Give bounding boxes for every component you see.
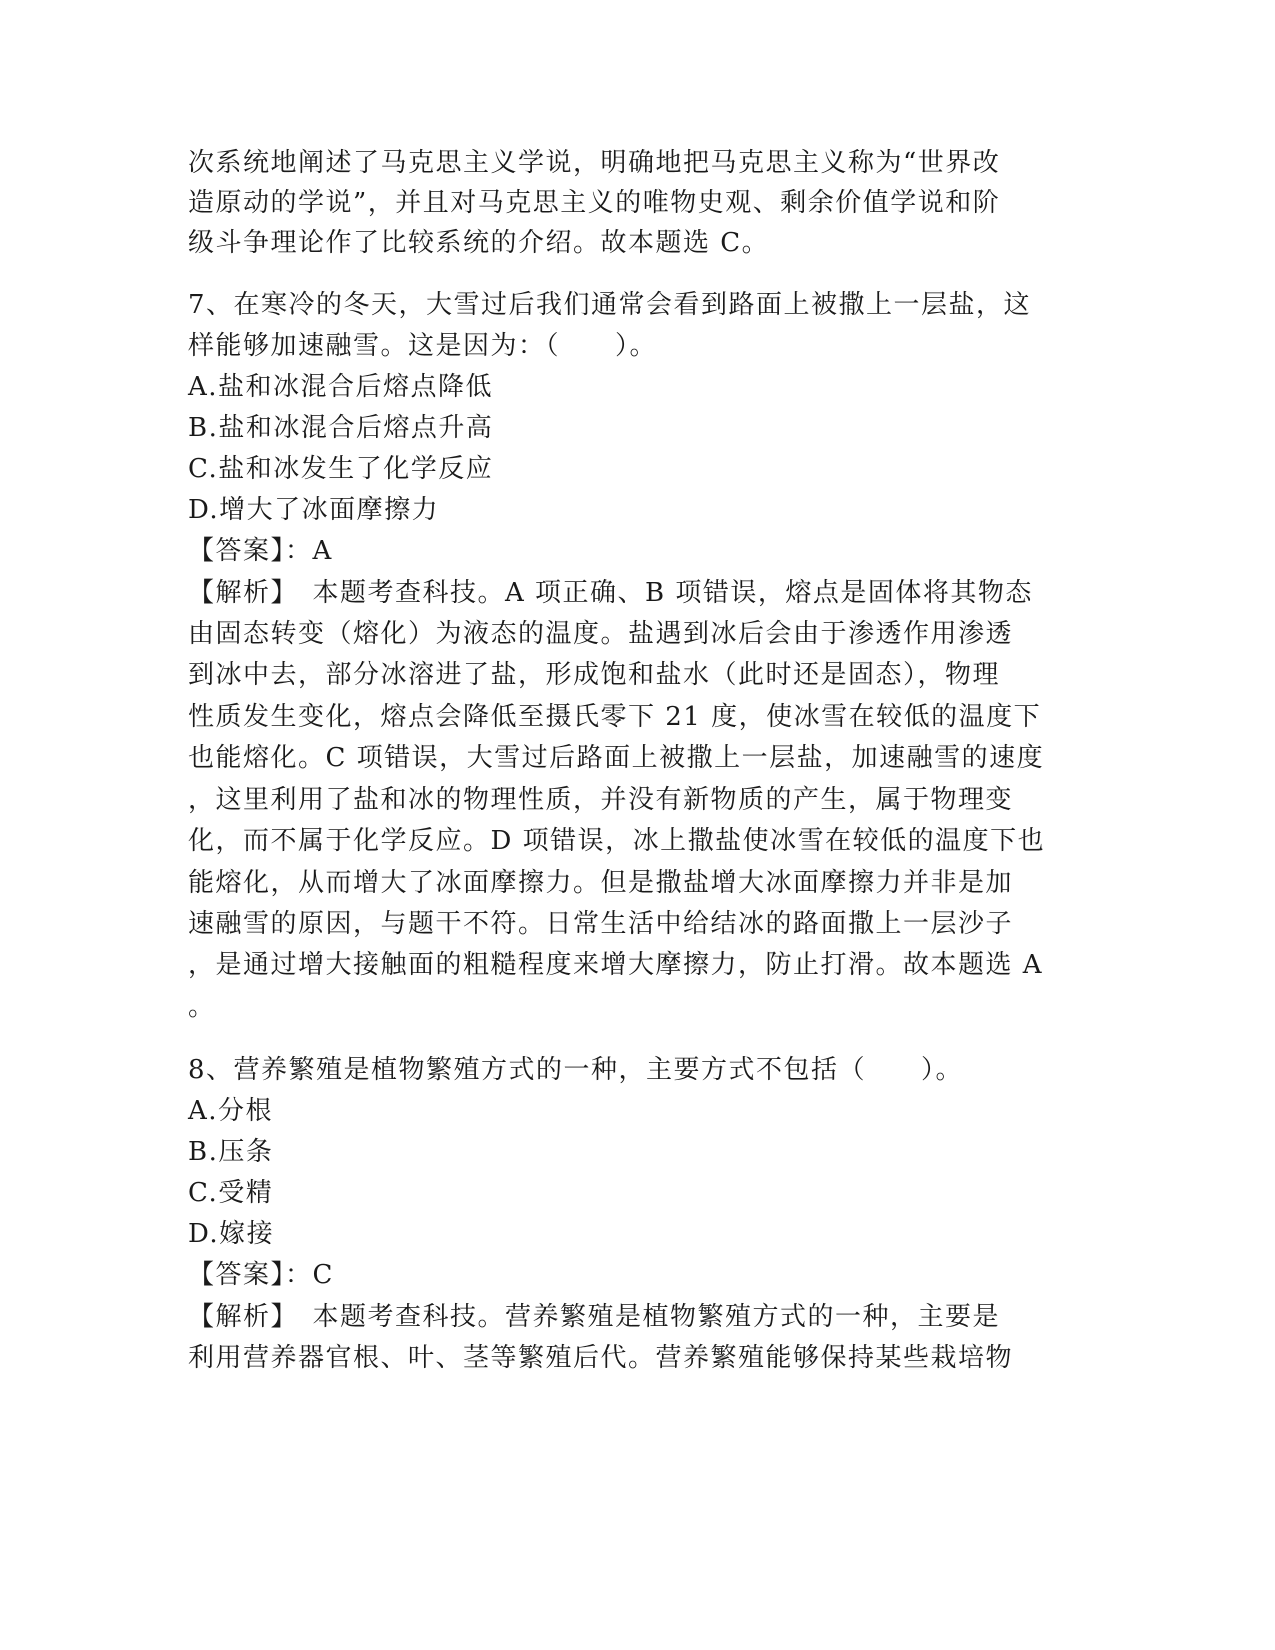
question-7-explanation-line: ，这里利用了盐和冰的物理性质，并没有新物质的产生，属于物理变 [188, 785, 1014, 815]
question-8-option-b: B.压条 [188, 1137, 274, 1167]
question-7-explanation-line: 由固态转变（熔化）为液态的温度。盐遇到冰后会由于渗透作用渗透 [188, 619, 1014, 649]
question-7-explanation-line: 能熔化，从而增大了冰面摩擦力。但是撒盐增大冰面摩擦力并非是加 [188, 868, 1014, 898]
question-8-option-d: D.嫁接 [188, 1219, 275, 1249]
question-7-explanation-line: 化，而不属于化学反应。D 项错误，冰上撒盐使冰雪在较低的温度下也 [188, 826, 1046, 856]
prev-explanation-line: 级斗争理论作了比较系统的介绍。故本题选 C。 [188, 228, 770, 258]
question-7-option-c: C.盐和冰发生了化学反应 [188, 454, 494, 484]
question-7-explanation-line: 速融雪的原因，与题干不符。日常生活中给结冰的路面撒上一层沙子 [188, 909, 1014, 939]
question-7-stem-line: 7、在寒冷的冬天，大雪过后我们通常会看到路面上被撒上一层盐，这 [188, 290, 1032, 320]
question-8-option-c: C.受精 [188, 1178, 274, 1208]
question-8-stem-line: 8、营养繁殖是植物繁殖方式的一种，主要方式不包括（ ）。 [188, 1055, 964, 1085]
question-7-explanation-line: 也能熔化。C 项错误，大雪过后路面上被撒上一层盐，加速融雪的速度 [188, 743, 1045, 773]
prev-explanation-line: 次系统地阐述了马克思主义学说，明确地把马克思主义称为“世界改 [188, 148, 1001, 178]
question-7-explanation-line: 到冰中去，部分冰溶进了盐，形成饱和盐水（此时还是固态），物理 [188, 660, 1001, 690]
question-8-answer: 【答案】：C [188, 1260, 334, 1290]
question-8-explanation-line: 利用营养器官根、叶、茎等繁殖后代。营养繁殖能够保持某些栽培物 [188, 1343, 1014, 1373]
question-7-option-b: B.盐和冰混合后熔点升高 [188, 413, 494, 443]
question-7-explanation-line: ，是通过增大接触面的粗糙程度来增大摩擦力，防止打滑。故本题选 A [188, 950, 1044, 980]
question-8-option-a: A.分根 [188, 1096, 274, 1126]
question-8-explanation-line: 【解析】 本题考查科技。营养繁殖是植物繁殖方式的一种，主要是 [188, 1302, 1001, 1332]
question-7-explanation-line: 【解析】 本题考查科技。A 项正确、B 项错误，熔点是固体将其物态 [188, 578, 1033, 608]
question-7-stem-line: 样能够加速融雪。这是因为：（ ）。 [188, 331, 658, 361]
prev-explanation-line: 造原动的学说”，并且对马克思主义的唯物史观、剩余价值学说和阶 [188, 188, 1001, 218]
question-7-explanation-line: 性质发生变化，熔点会降低至摄氏零下 21 度，使冰雪在较低的温度下 [188, 702, 1042, 732]
question-7-option-a: A.盐和冰混合后熔点降低 [188, 372, 494, 402]
question-7-answer: 【答案】：A [188, 536, 333, 566]
question-7-explanation-line: 。 [188, 992, 216, 1022]
question-7-option-d: D.增大了冰面摩擦力 [188, 495, 440, 525]
